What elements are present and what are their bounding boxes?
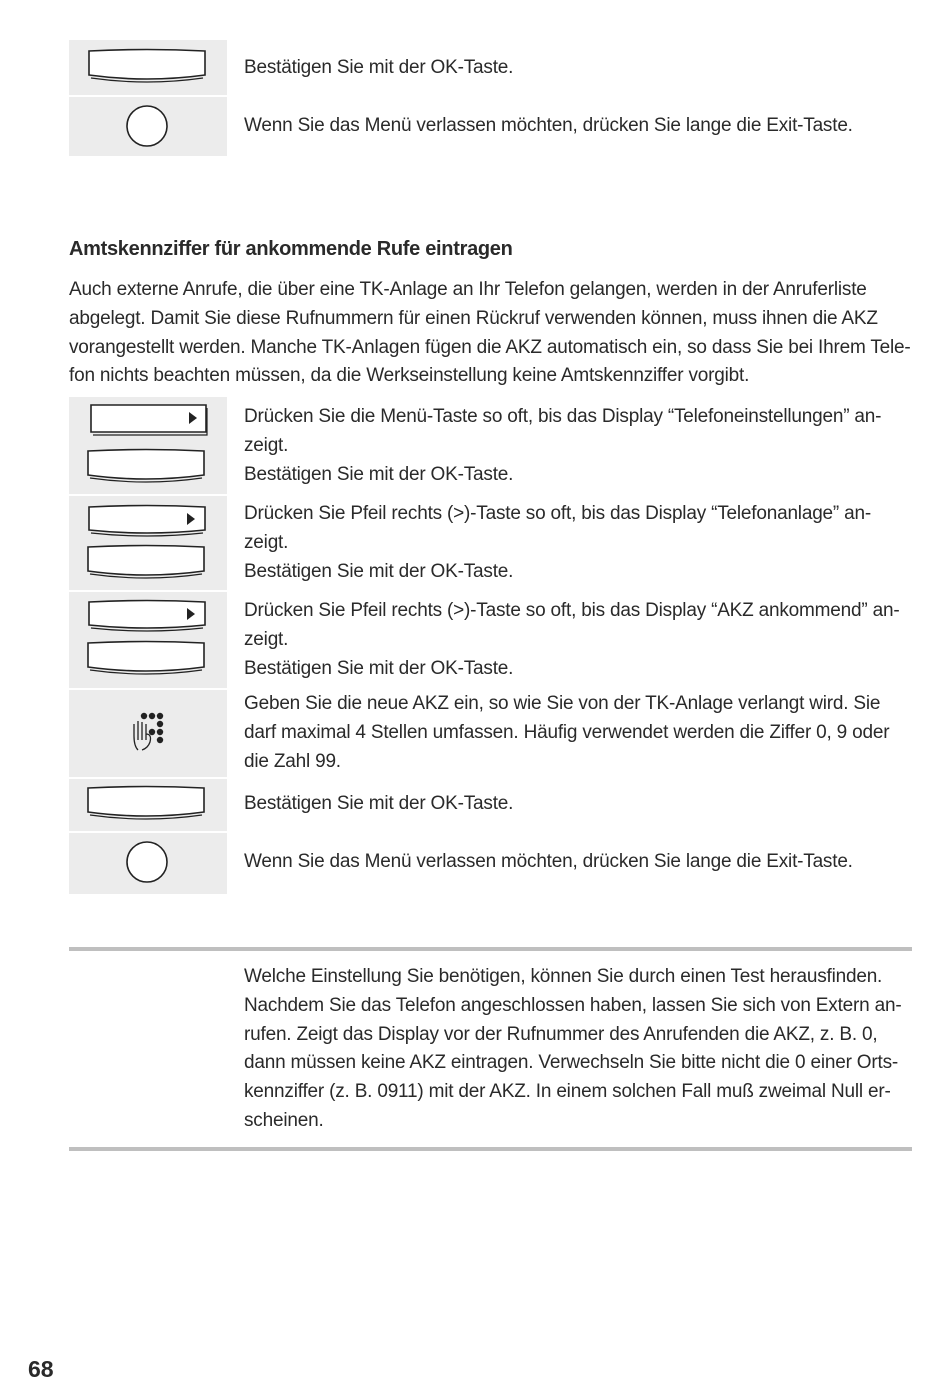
divider (69, 95, 227, 97)
ok-key-icon (85, 639, 207, 677)
divider (69, 688, 227, 690)
divider (69, 494, 227, 496)
step-text: Wenn Sie das Menü verlassen möchten, drücken Sie lange die Exit-Taste. (244, 115, 853, 136)
exit-key-icon (124, 103, 170, 149)
right-arrow-key-icon (86, 503, 208, 539)
ok-key-icon (85, 784, 207, 822)
step-text: Drücken Sie Pfeil rechts (>)-Taste so oft, bis das Display “AKZ ankommend” an- zeigt. Bestätigen Sie mit der OK-Taste. (244, 600, 900, 679)
note-bottom-rule (69, 1147, 912, 1151)
note-top-rule (69, 947, 912, 951)
step-text: Drücken Sie Pfeil rechts (>)-Taste so oft, bis das Display “Telefonanlage” an- zeigt. Bestätigen Sie mit der OK-Taste. (244, 503, 871, 582)
page-number: 68 (28, 1356, 54, 1382)
divider (69, 777, 227, 779)
intro-paragraph: Auch externe Anrufe, die über eine TK-Anlage an Ihr Telefon gelangen, werden in der Anruferliste abgelegt. Damit Sie diese Rufnummern für einen Rückruf verwenden können, muss ihnen die AKZ vorangestellt werden. Manche TK-Anlagen fügen die AKZ automatisch ein, so dass Sie bei Ihrem Tele- fon nichts beachten müssen, da die Werkseinstellung keine Amtskennziffer vorgibt. (69, 279, 911, 387)
exit-key-icon (124, 839, 170, 885)
ok-key-icon (85, 543, 207, 581)
step-text: Bestätigen Sie mit der OK-Taste. (244, 793, 514, 814)
step-text: Drücken Sie die Menü-Taste so oft, bis das Display “Telefoneinstellungen” an- zeigt. Bestätigen Sie mit der OK-Taste. (244, 406, 882, 485)
divider (69, 831, 227, 833)
right-arrow-key-icon (86, 598, 208, 634)
menu-arrow-key-icon (88, 402, 210, 438)
section-heading: Amtskennziffer für ankommende Rufe eintragen (69, 238, 513, 260)
ok-key-icon (86, 47, 208, 85)
keypad-icon (130, 712, 166, 752)
ok-key-icon (85, 447, 207, 485)
step-text: Geben Sie die neue AKZ ein, so wie Sie von der TK-Anlage verlangt wird. Sie darf maximal 4 Stellen umfassen. Häufig verwendet werden die Ziffer 0, 9 oder die Zahl 99. (244, 693, 890, 772)
step-text: Bestätigen Sie mit der OK-Taste. (244, 57, 514, 78)
divider (69, 590, 227, 592)
step-text: Wenn Sie das Menü verlassen möchten, drücken Sie lange die Exit-Taste. (244, 851, 853, 872)
note-text: Welche Einstellung Sie benötigen, können Sie durch einen Test herausfinden. Nachdem Sie das Telefon angeschlossen haben, lassen Sie sich von Extern an- rufen. Zeigt das Display vor der Rufnummer des Anrufenden die AKZ, z. B. 0, dann müssen keine AKZ eintragen. Verwechseln Sie bitte nicht die 0 einer Orts- kennziffer (z. B. 0911) mit der AKZ. In einem solchen Fall muß zweimal Null er- scheinen. (244, 966, 902, 1131)
